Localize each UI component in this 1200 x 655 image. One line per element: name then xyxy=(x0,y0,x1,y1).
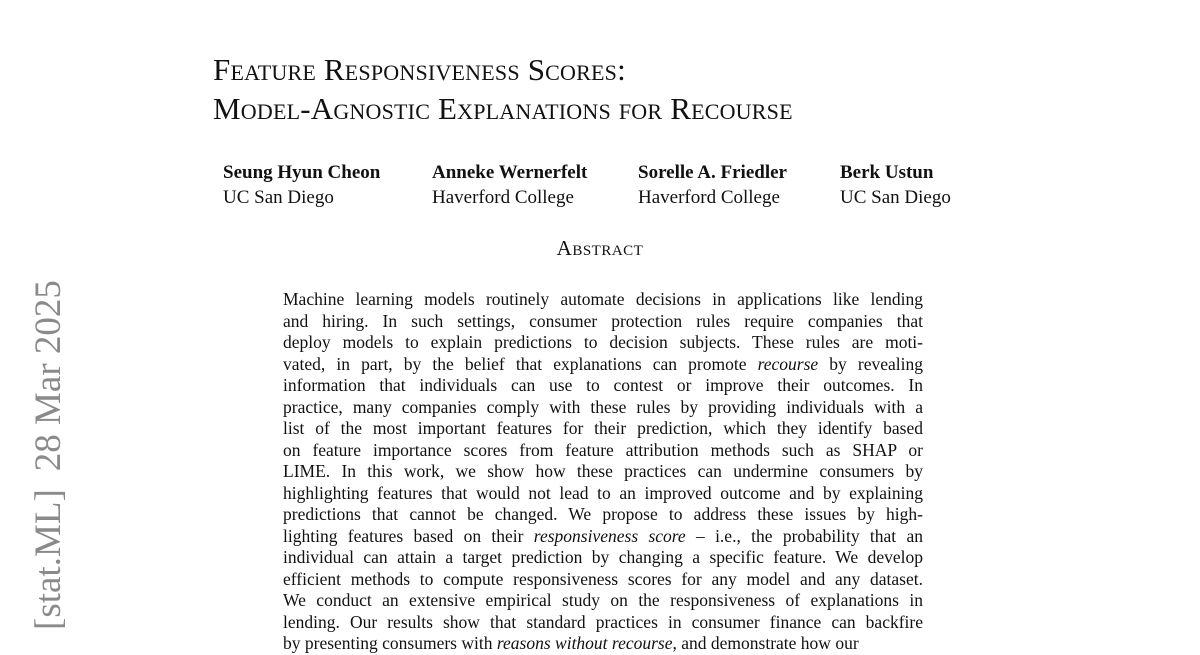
abstract-text: deploy models to explain predictions to decision subjects. These rules are moti- xyxy=(283,332,923,352)
abstract-text: by revealing xyxy=(818,353,923,374)
arxiv-identifier-stamp xyxy=(24,280,74,648)
abstract-line xyxy=(283,633,923,655)
author-3 xyxy=(638,160,787,210)
abstract-text: We conduct an extensive empirical study on the responsiveness of explanations in xyxy=(283,590,923,610)
abstract-emphasis: reasons without recourse xyxy=(496,633,673,653)
abstract-line xyxy=(283,397,923,419)
author-name: Sorelle A. Friedler xyxy=(638,162,787,183)
abstract-text: information that individuals can use to contest or improve their outcomes. In xyxy=(283,375,923,395)
abstract-text: on feature importance scores from feature attribution methods such as SHAP or xyxy=(283,439,923,460)
abstract-heading: Abstract xyxy=(556,236,644,260)
abstract-body xyxy=(283,289,923,655)
author-block xyxy=(0,160,1200,220)
abstract-line xyxy=(283,332,923,354)
abstract-line xyxy=(283,612,923,634)
abstract-text: list of the most important features for their prediction, which they identify based xyxy=(283,418,923,438)
paper-title xyxy=(213,50,793,128)
author-affiliation: Haverford College xyxy=(638,187,780,208)
abstract-emphasis: recourse xyxy=(757,353,819,374)
paper-title-line-2: Model-Agnostic Explanations for Recourse xyxy=(213,91,793,126)
abstract-text: – i.e., the probability that an xyxy=(685,525,923,546)
abstract-line xyxy=(283,461,923,483)
author-1 xyxy=(223,160,380,210)
abstract-line xyxy=(283,483,923,505)
author-affiliation: UC San Diego xyxy=(840,187,951,208)
abstract-text: , and demonstrate how our xyxy=(672,633,859,653)
abstract-line xyxy=(283,569,923,591)
abstract-text: by presenting consumers with xyxy=(283,633,497,653)
abstract-line xyxy=(283,547,923,569)
abstract-line xyxy=(283,354,923,376)
abstract-text: predictions that cannot be changed. We propose to address these issues by high- xyxy=(283,504,923,524)
abstract-text: and hiring. In such settings, consumer protection rules require companies that xyxy=(283,310,923,331)
abstract-line xyxy=(283,311,923,333)
author-2 xyxy=(432,160,587,210)
abstract-line xyxy=(283,375,923,397)
author-affiliation: Haverford College xyxy=(432,187,574,208)
author-name: Berk Ustun xyxy=(840,162,934,183)
abstract-text: individual can attain a target prediction by changing a specific feature. We develop xyxy=(283,547,923,567)
abstract-line xyxy=(283,504,923,526)
arxiv-category: [stat.ML] xyxy=(28,489,69,630)
abstract-text: efficient methods to compute responsiveness scores for any model and any dataset. xyxy=(283,568,923,589)
abstract-text: Machine learning models routinely automate decisions in applications like lending xyxy=(283,289,923,309)
paper-title-line-1: Feature Responsiveness Scores: xyxy=(213,52,626,87)
author-affiliation: UC San Diego xyxy=(223,187,334,208)
abstract-text: practice, many companies comply with these rules by providing individuals with a xyxy=(283,396,923,417)
abstract-line xyxy=(283,440,923,462)
abstract-text: lighting features based on their xyxy=(283,525,534,546)
abstract-line xyxy=(283,590,923,612)
abstract-line xyxy=(283,418,923,440)
abstract-text: lending. Our results show that standard practices in consumer finance can backfire xyxy=(283,611,923,632)
arxiv-date: 28 Mar 2025 xyxy=(28,280,69,472)
author-name: Anneke Wernerfelt xyxy=(432,162,588,183)
author-4 xyxy=(840,160,951,210)
abstract-line xyxy=(283,289,923,311)
author-name: Seung Hyun Cheon xyxy=(223,162,381,183)
abstract-text: highlighting features that would not lead to an improved outcome and by explaining xyxy=(283,482,923,503)
abstract-text: LIME. In this work, we show how these practices can undermine consumers by xyxy=(283,461,923,481)
abstract-line xyxy=(283,526,923,548)
abstract-emphasis: responsiveness score xyxy=(533,525,686,546)
abstract-text: vated, in part, by the belief that explanations can promote xyxy=(283,353,758,374)
